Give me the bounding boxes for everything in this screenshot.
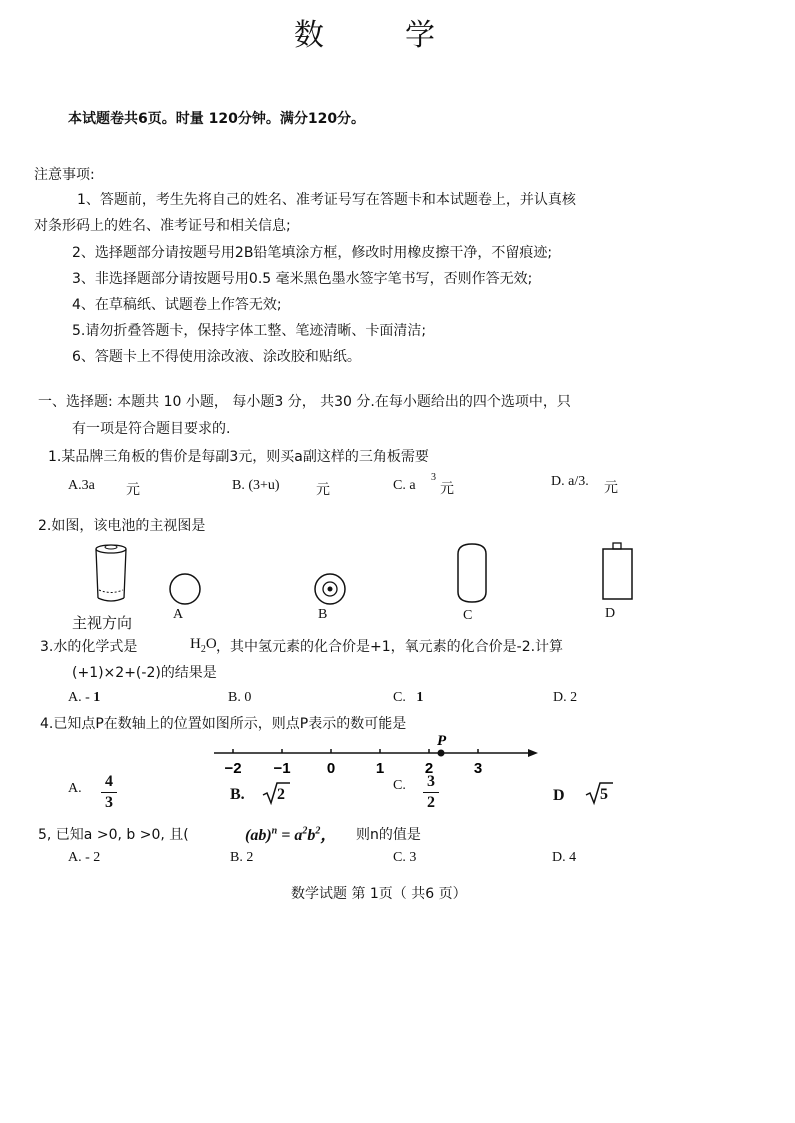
title-char-right: 学: [405, 18, 437, 53]
q4-stem: 4.已知点P在数轴上的位置如图所示，则点P表示的数可能是: [40, 716, 407, 732]
q2-option-b-figure: [313, 572, 349, 608]
q5-formula-b: b: [307, 827, 316, 844]
q5-formula-2b: 2: [315, 825, 321, 837]
page-footer: 数学试题 第 1页（ 共6 页）: [291, 886, 467, 902]
q4-option-a-label: A.: [68, 781, 82, 796]
q4-option-b-radicand: 2: [277, 786, 285, 803]
q1-option-a-unit: 元: [126, 482, 140, 498]
q3-stem-part1: 3.水的化学式是: [40, 639, 138, 655]
q1-option-c: C. a: [393, 478, 416, 493]
q2-option-c-label: C: [463, 608, 473, 623]
exam-info: 本试题卷共6页。时量 120分钟。满分120分。: [68, 111, 366, 127]
q3-formula-sub: 2: [200, 644, 206, 655]
q4-option-c-numerator: 3: [427, 773, 435, 790]
notes-heading: 注意事项:: [34, 167, 95, 183]
q1-option-a: A.3a: [68, 478, 95, 493]
q3-option-a-value: 1: [93, 690, 101, 705]
q2-option-c-figure: [455, 542, 495, 606]
q4-option-a-denominator: 3: [105, 794, 113, 811]
number-line-label: −2: [224, 760, 242, 777]
note-item-4: 4、在草稿纸、试题卷上作答无效;: [72, 297, 282, 313]
number-line: [210, 732, 540, 777]
q4-option-d-radicand: 5: [600, 786, 608, 803]
q5-option-b: B. 2: [230, 850, 254, 865]
q4-option-c-fraction: [423, 773, 439, 812]
note-item-6: 6、答题卡上不得使用涂改液、涂改胶和贴纸。: [72, 349, 361, 365]
q3-formula-h: H: [190, 636, 201, 652]
note-item-5: 5.请勿折叠答题卡，保持字体工整、笔迹清晰、卡面清洁;: [72, 323, 427, 339]
q2-stem: 2.如图，该电池的主视图是: [38, 518, 206, 534]
q3-option-b: B. 0: [228, 690, 252, 705]
q2-option-d-label: D: [605, 606, 616, 621]
q4-option-b-label: B.: [230, 786, 245, 803]
section-heading-line2: 有一项是符合题目要求的.: [72, 421, 231, 437]
note-item-3: 3、非选择题部分请按题号用0.5 毫米黑色墨水签字笔书写，否则作答无效;: [72, 271, 533, 287]
title-char-left: 数: [294, 18, 326, 53]
q1-option-c-sup: 3: [431, 472, 436, 483]
q1-option-d-unit: 元: [604, 480, 618, 496]
q5-formula-lhs: (ab): [245, 827, 272, 844]
q1-option-d: D. a/3.: [551, 474, 589, 489]
q2-option-a-label: A: [173, 607, 184, 622]
number-line-point-p: [438, 750, 445, 757]
q3-option-d: D. 2: [553, 690, 578, 705]
q4-option-c-denominator: 2: [427, 794, 435, 811]
q4-option-a-fraction: [101, 773, 117, 812]
q2-option-d-figure: [600, 542, 640, 604]
q5-formula: [245, 822, 336, 845]
note-item-1-line1: 1、答题前，考生先将自己的姓名、准考证号写在答题卡和本试题卷上，并认真核: [77, 192, 576, 208]
q3-formula: [190, 636, 217, 655]
q1-option-c-unit: 元: [440, 481, 454, 497]
q1-option-b-unit: 元: [316, 482, 330, 498]
number-line-label: 3: [473, 760, 483, 777]
q3-stem-part2: ，其中氢元素的化合价是+1，氧元素的化合价是-2.计算: [216, 639, 564, 655]
number-line-label: 2: [424, 760, 434, 777]
q3-formula-o: O: [205, 636, 217, 652]
q1-option-b: B. (3+u): [232, 478, 280, 493]
q5-formula-n: n: [271, 825, 278, 837]
number-line-point-p-label: P: [437, 733, 447, 749]
number-line-label: 1: [375, 760, 385, 777]
q5-formula-comma: ，: [320, 827, 337, 844]
q3-option-a-label: A. -: [68, 690, 90, 705]
note-item-2: 2、选择题部分请按题号用2B铅笔填涂方框，修改时用橡皮擦干净，不留痕迹;: [72, 245, 553, 261]
battery-3d-figure: [90, 540, 140, 610]
q2-option-a-figure: [168, 572, 204, 608]
q5-option-c: C. 3: [393, 850, 417, 865]
q5-formula-eq: = a: [277, 827, 303, 844]
q3-option-a: [68, 690, 100, 706]
q5-stem-part1: 5, 已知a >0, b >0, 且(: [38, 827, 189, 843]
q4-option-d-label: D: [553, 787, 565, 804]
q5-option-a: A. - 2: [68, 850, 101, 865]
q4-option-c-label: C.: [393, 778, 406, 793]
q2-view-direction-label: 主视方向: [72, 614, 133, 632]
q3-option-c-label: C.: [393, 690, 406, 705]
number-line-label: −1: [273, 760, 291, 777]
q3-option-c: [393, 690, 423, 706]
note-item-1-line2: 对条形码上的姓名、准考证号和相关信息;: [34, 218, 291, 234]
q3-stem-line2: (+1)×2+(-2)的结果是: [72, 665, 217, 681]
q3-option-c-value: 1: [416, 690, 424, 705]
number-line-label: 0: [326, 760, 336, 777]
q4-option-a-numerator: 4: [105, 773, 113, 790]
section-heading-line1: 一、选择题: 本题共 10 小题， 每小题3 分， 共30 分.在每小题给出的四个选项中，只: [38, 394, 571, 410]
q5-formula-2a: 2: [302, 825, 308, 837]
q5-stem-part2: 则n的值是: [356, 827, 421, 843]
q2-option-b-label: B: [318, 607, 328, 622]
q1-stem: 1.某品牌三角板的售价是每副3元，则买a副这样的三角板需要: [48, 449, 429, 465]
q5-option-d: D. 4: [552, 850, 577, 865]
